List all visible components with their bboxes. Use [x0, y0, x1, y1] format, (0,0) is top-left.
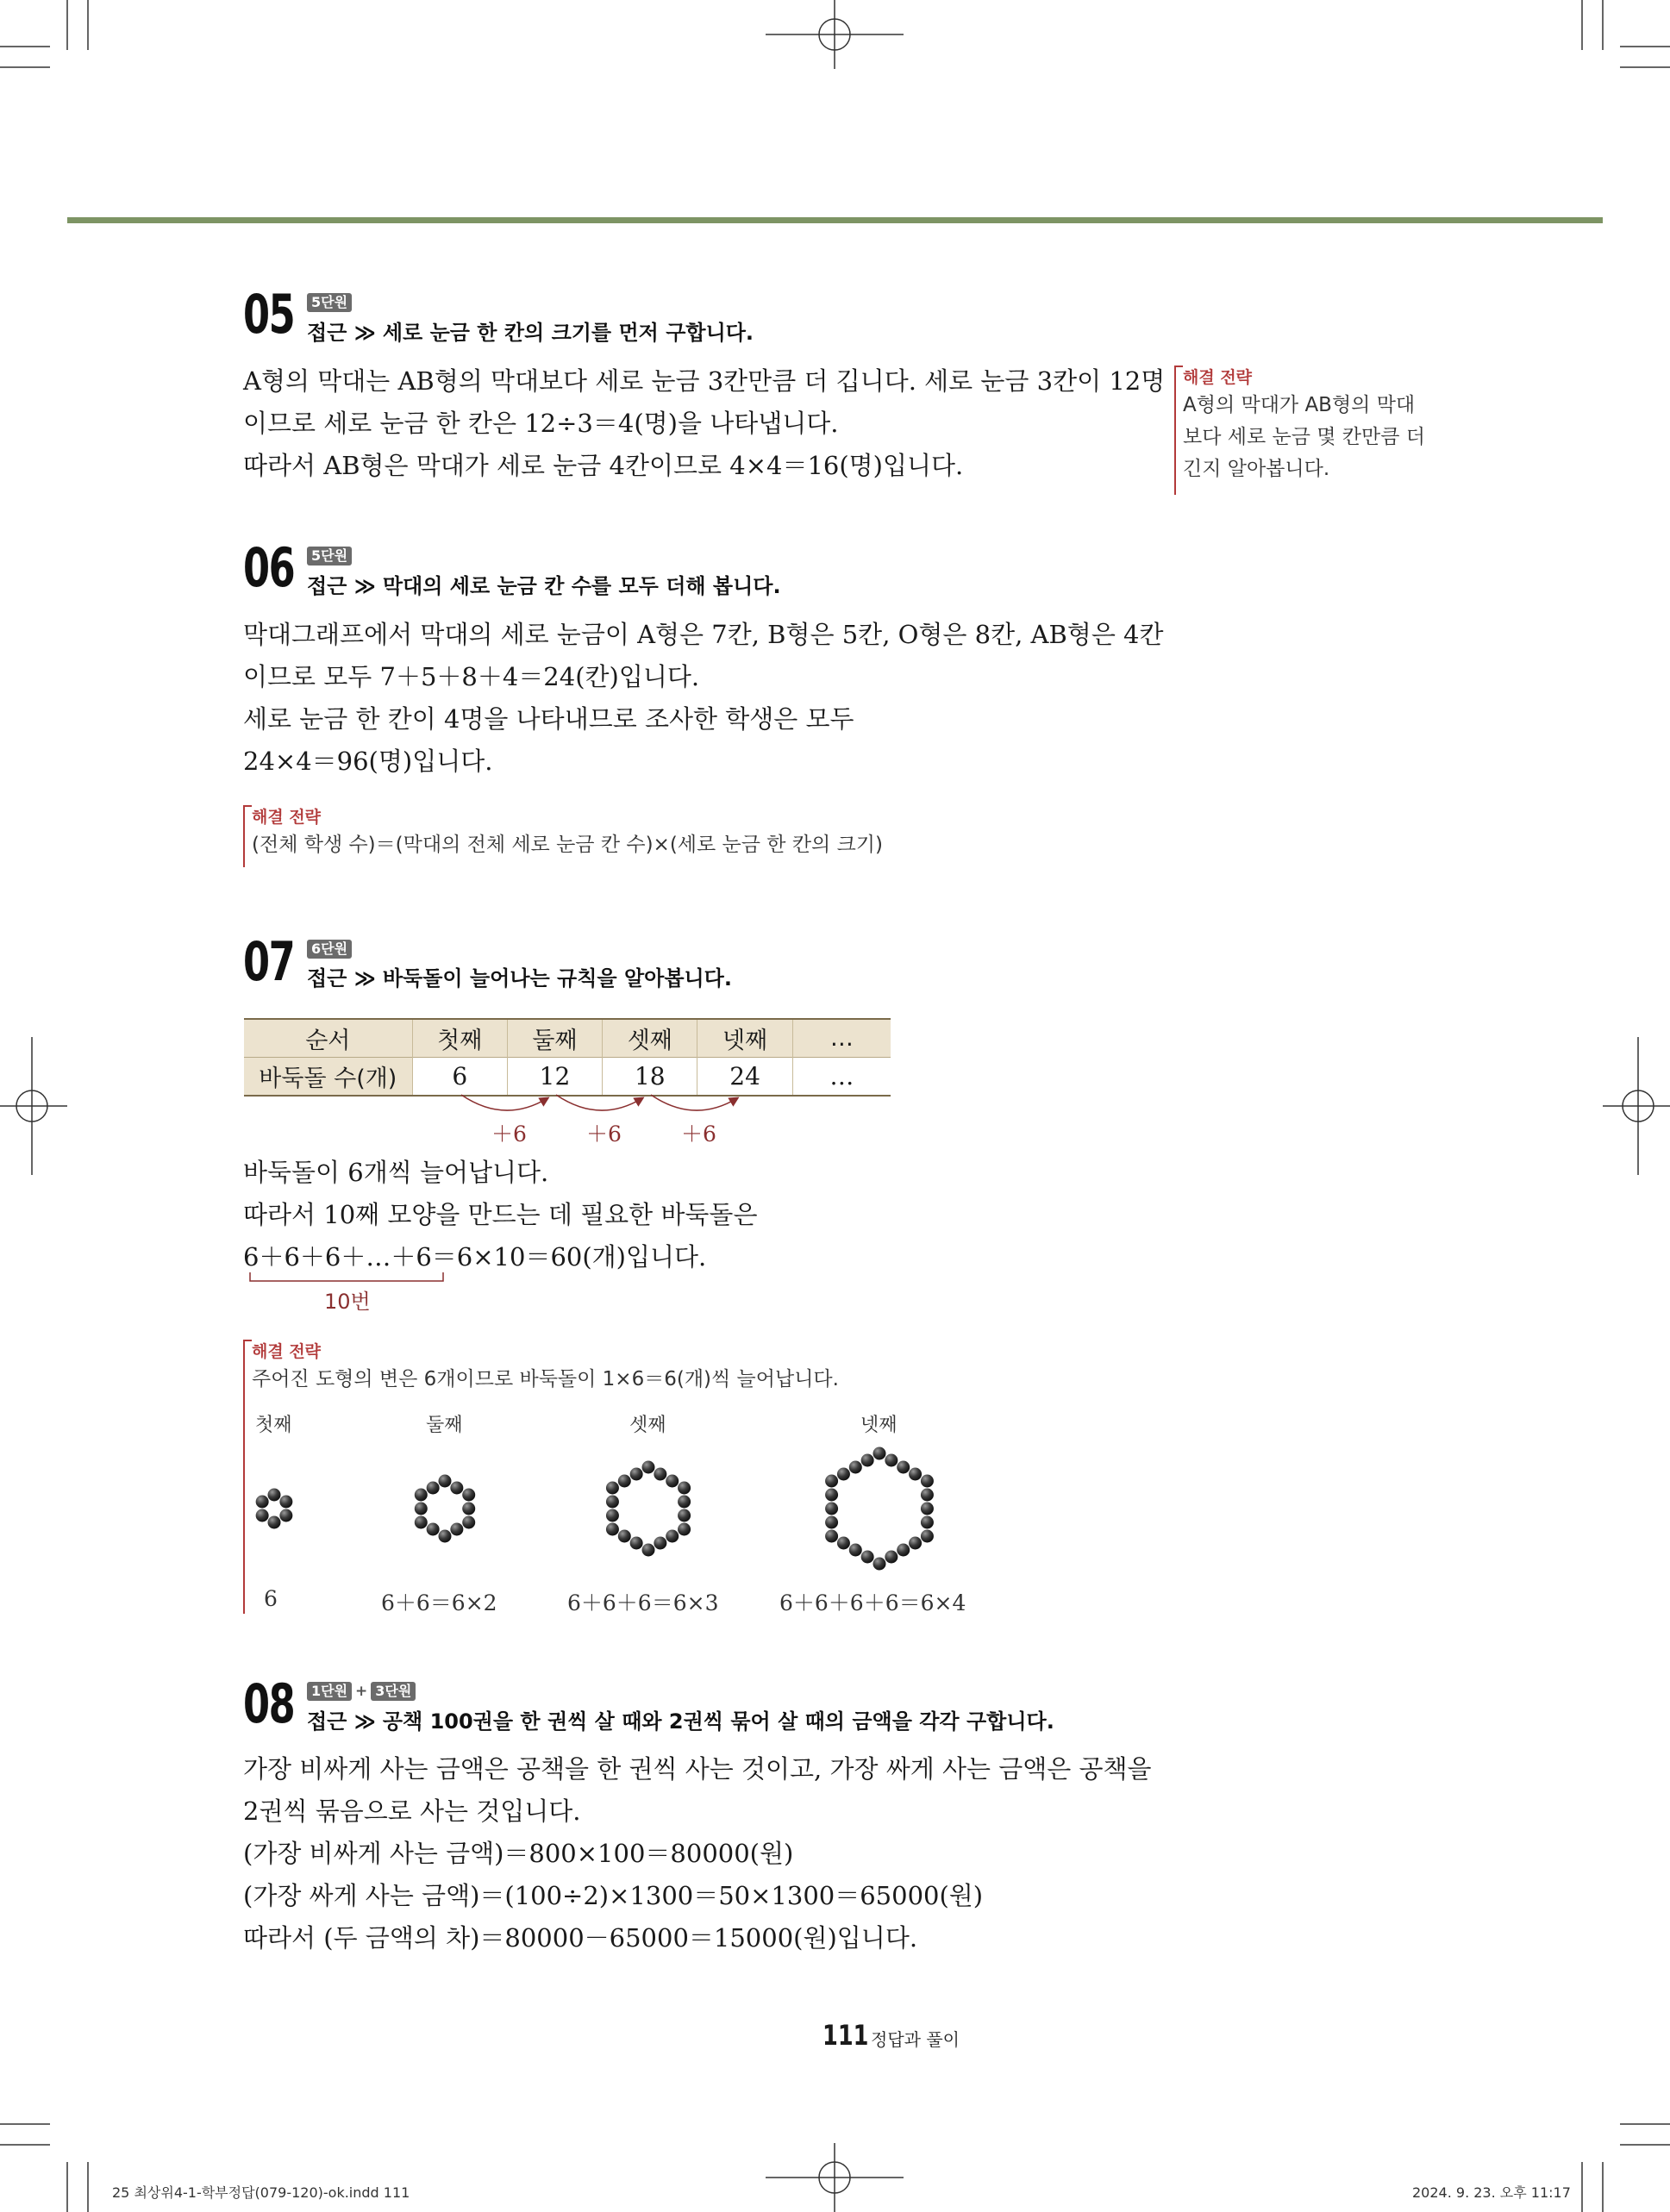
page-label: 정답과 풀이	[871, 2029, 960, 2050]
go-stone	[678, 1509, 691, 1522]
table-row-head: 바둑돌 수(개)	[244, 1058, 412, 1097]
go-stone	[849, 1544, 862, 1557]
approach-text: 막대의 세로 눈금 칸 수를 모두 더해 봅니다.	[382, 574, 781, 598]
go-stone	[427, 1523, 440, 1536]
go-stone	[825, 1489, 838, 1502]
go-stone	[268, 1516, 281, 1529]
solution-line: 2권씩 묶음으로 사는 것입니다.	[243, 1796, 581, 1826]
table-header-cell: 둘째	[507, 1019, 602, 1058]
go-stone	[909, 1537, 922, 1550]
go-stone	[873, 1447, 886, 1460]
strategy-box	[1174, 366, 1425, 495]
solution-line: 따라서 AB형은 막대가 세로 눈금 4칸이므로 4×4＝16(명)입니다.	[243, 451, 964, 480]
go-stone	[666, 1530, 679, 1543]
solution-line: 이므로 모두 7＋5＋8＋4＝24(칸)입니다.	[243, 662, 700, 691]
go-stone	[921, 1475, 934, 1488]
strategy-title: 해결 전략	[252, 805, 883, 829]
table-header-cell: 넷째	[697, 1019, 792, 1058]
table-header-cell: 첫째	[412, 1019, 507, 1058]
increment-label: ＋6	[491, 1122, 527, 1147]
go-stone	[630, 1537, 643, 1550]
go-stone	[415, 1516, 428, 1529]
solution-line: 따라서 10째 모양을 만드는 데 필요한 바둑돌은	[243, 1200, 758, 1229]
approach-text: 바둑돌이 늘어나는 규칙을 알아봅니다.	[382, 966, 732, 990]
go-stone	[666, 1475, 679, 1488]
strategy-line: 보다 세로 눈금 몇 칸만큼 더	[1183, 426, 1425, 448]
figure-caption: 6	[264, 1586, 278, 1611]
go-stone	[606, 1482, 619, 1495]
go-stone	[921, 1516, 934, 1529]
unit-badge-group	[307, 1682, 416, 1701]
unit-badge: 6단원	[307, 940, 352, 959]
arrow-icon	[556, 1095, 642, 1110]
sequence-table	[244, 1018, 891, 1097]
figure-label: 둘째	[426, 1415, 463, 1436]
go-stone	[450, 1482, 463, 1495]
go-stone	[825, 1503, 838, 1515]
go-stone	[439, 1475, 452, 1488]
solution-line: (가장 싸게 사는 금액)＝(100÷2)×1300＝50×1300＝65000(원)	[243, 1881, 984, 1910]
go-stone	[921, 1503, 934, 1515]
go-stone	[678, 1496, 691, 1509]
approach-line	[307, 1704, 1054, 1734]
go-stone	[606, 1509, 619, 1522]
go-stone	[849, 1461, 862, 1474]
go-stone	[861, 1551, 874, 1564]
figure-label: 첫째	[255, 1415, 292, 1436]
go-stone	[921, 1489, 934, 1502]
unit-badge-group	[307, 940, 352, 959]
table-header-row	[244, 1019, 891, 1058]
unit-badge: 1단원	[307, 1682, 352, 1701]
table-header-cell: 순서	[244, 1019, 412, 1058]
solution-text	[243, 360, 1165, 487]
brace-label: 10번	[324, 1290, 371, 1314]
go-stone	[837, 1468, 850, 1481]
go-stone	[268, 1489, 281, 1502]
solution-text	[243, 614, 1164, 783]
go-stone	[630, 1468, 643, 1481]
strategy-line: A형의 막대가 AB형의 막대	[1183, 394, 1416, 416]
figure-label: 셋째	[629, 1415, 666, 1436]
solution-line: A형의 막대는 AB형의 막대보다 세로 눈금 3칸만큼 더 깁니다. 세로 눈금 3칸이 12명	[243, 366, 1166, 396]
approach-lead: 접근 ≫	[307, 1709, 376, 1734]
figure-label: 넷째	[860, 1415, 898, 1436]
header-rule	[67, 217, 1603, 223]
table-cell: 12	[507, 1058, 602, 1097]
solution-line: 세로 눈금 한 칸이 4명을 나타내므로 조사한 학생은 모두	[243, 704, 854, 734]
footer-timestamp: 2024. 9. 23. 오후 11:17	[1412, 2184, 1571, 2201]
unit-badge: 5단원	[307, 547, 352, 565]
solution-line: 따라서 (두 금액의 차)＝80000－65000＝15000(원)입니다.	[243, 1923, 918, 1953]
go-stone	[885, 1551, 898, 1564]
approach-line	[307, 961, 732, 991]
go-stone	[837, 1537, 850, 1550]
go-stone	[897, 1544, 910, 1557]
strategy-line: 긴지 알아봅니다.	[1183, 458, 1330, 480]
question-number: 07	[243, 930, 295, 993]
figure-caption: 6＋6＋6＝6×3	[567, 1590, 719, 1615]
strategy-box	[243, 805, 883, 867]
question-number: 08	[243, 1672, 295, 1735]
unit-badge: 3단원	[371, 1682, 416, 1701]
approach-text: 세로 눈금 한 칸의 크기를 먼저 구합니다.	[382, 321, 754, 345]
go-stone	[861, 1454, 874, 1467]
solution-text	[243, 1152, 757, 1278]
go-stone	[439, 1530, 452, 1543]
approach-lead: 접근 ≫	[307, 321, 376, 345]
table-header-cell: 셋째	[603, 1019, 697, 1058]
approach-lead: 접근 ≫	[307, 966, 376, 990]
go-stone	[462, 1489, 475, 1502]
footer-filename: 25 최상위4-1-학부정답(079-120)-ok.indd 111	[112, 2184, 410, 2201]
arrow-icon	[651, 1095, 737, 1110]
go-stone	[642, 1461, 655, 1474]
approach-line	[307, 569, 781, 599]
solution-line: 이므로 세로 눈금 한 칸은 12÷3＝4(명)을 나타냅니다.	[243, 409, 839, 438]
table-cell: 24	[697, 1058, 792, 1097]
solution-text	[243, 1748, 1152, 1959]
go-stone	[654, 1537, 666, 1550]
strategy-title: 해결 전략	[252, 1340, 839, 1364]
unit-joiner: +	[355, 1683, 368, 1700]
strategy-title: 해결 전략	[1183, 366, 1425, 390]
solution-line: 바둑돌이 6개씩 늘어납니다.	[243, 1158, 549, 1187]
go-stone	[825, 1530, 838, 1543]
page-number: 111	[822, 2019, 869, 2052]
go-stone	[415, 1489, 428, 1502]
solution-line: 가장 비싸게 사는 금액은 공책을 한 권씩 사는 것이고, 가장 싸게 사는 금액은 공책을	[243, 1754, 1152, 1784]
go-stone	[427, 1482, 440, 1495]
go-stone	[885, 1454, 898, 1467]
table-cell: 6	[412, 1058, 507, 1097]
unit-badge-group	[307, 293, 352, 312]
approach-text: 공책 100권을 한 권씩 살 때와 2권씩 묶어 살 때의 금액을 각각 구합니다.	[382, 1709, 1054, 1734]
increment-label: ＋6	[586, 1122, 622, 1147]
table-cell: …	[792, 1058, 891, 1097]
question-number: 06	[243, 536, 295, 599]
go-stone	[279, 1496, 292, 1509]
go-stone	[873, 1558, 886, 1571]
table-header-cell: …	[792, 1019, 891, 1058]
go-stone	[256, 1496, 269, 1509]
go-stone	[654, 1468, 666, 1481]
arrow-icon	[461, 1095, 547, 1110]
go-stone	[825, 1516, 838, 1529]
go-stone	[279, 1509, 292, 1522]
go-stone	[618, 1475, 631, 1488]
strategy-line: (전체 학생 수)＝(막대의 전체 세로 눈금 칸 수)×(세로 눈금 한 칸의 크기)	[252, 834, 883, 856]
go-stone	[921, 1530, 934, 1543]
go-stone	[606, 1523, 619, 1536]
figure-caption: 6＋6＝6×2	[381, 1590, 497, 1615]
go-stone	[618, 1530, 631, 1543]
unit-badge-group	[307, 547, 352, 565]
go-stone	[606, 1496, 619, 1509]
go-stone	[642, 1544, 655, 1557]
go-stone	[678, 1482, 691, 1495]
solution-line: 막대그래프에서 막대의 세로 눈금이 A형은 7칸, B형은 5칸, O형은 8칸, AB형은 4칸	[243, 620, 1164, 649]
go-stone	[415, 1503, 428, 1515]
approach-line	[307, 316, 754, 346]
table-row	[244, 1058, 891, 1097]
solution-line: (가장 비싸게 사는 금액)＝800×100＝80000(원)	[243, 1839, 794, 1868]
increment-label: ＋6	[681, 1122, 716, 1147]
figure-caption: 6＋6＋6＋6＝6×4	[779, 1590, 966, 1615]
approach-lead: 접근 ≫	[307, 574, 376, 598]
go-stone	[897, 1461, 910, 1474]
strategy-line: 주어진 도형의 변은 6개이므로 바둑돌이 1×6＝6(개)씩 늘어납니다.	[252, 1368, 839, 1390]
go-stone	[450, 1523, 463, 1536]
solution-line: 24×4＝96(명)입니다.	[243, 747, 493, 776]
go-stone	[678, 1523, 691, 1536]
stone-figures	[241, 1431, 983, 1586]
table-cell: 18	[603, 1058, 697, 1097]
solution-line: 6＋6＋6＋…＋6＝6×10＝60(개)입니다.	[243, 1242, 707, 1272]
go-stone	[462, 1503, 475, 1515]
go-stone	[462, 1516, 475, 1529]
go-stone	[909, 1468, 922, 1481]
question-number: 05	[243, 283, 295, 346]
go-stone	[825, 1475, 838, 1488]
go-stone	[256, 1509, 269, 1522]
unit-badge: 5단원	[307, 293, 352, 312]
